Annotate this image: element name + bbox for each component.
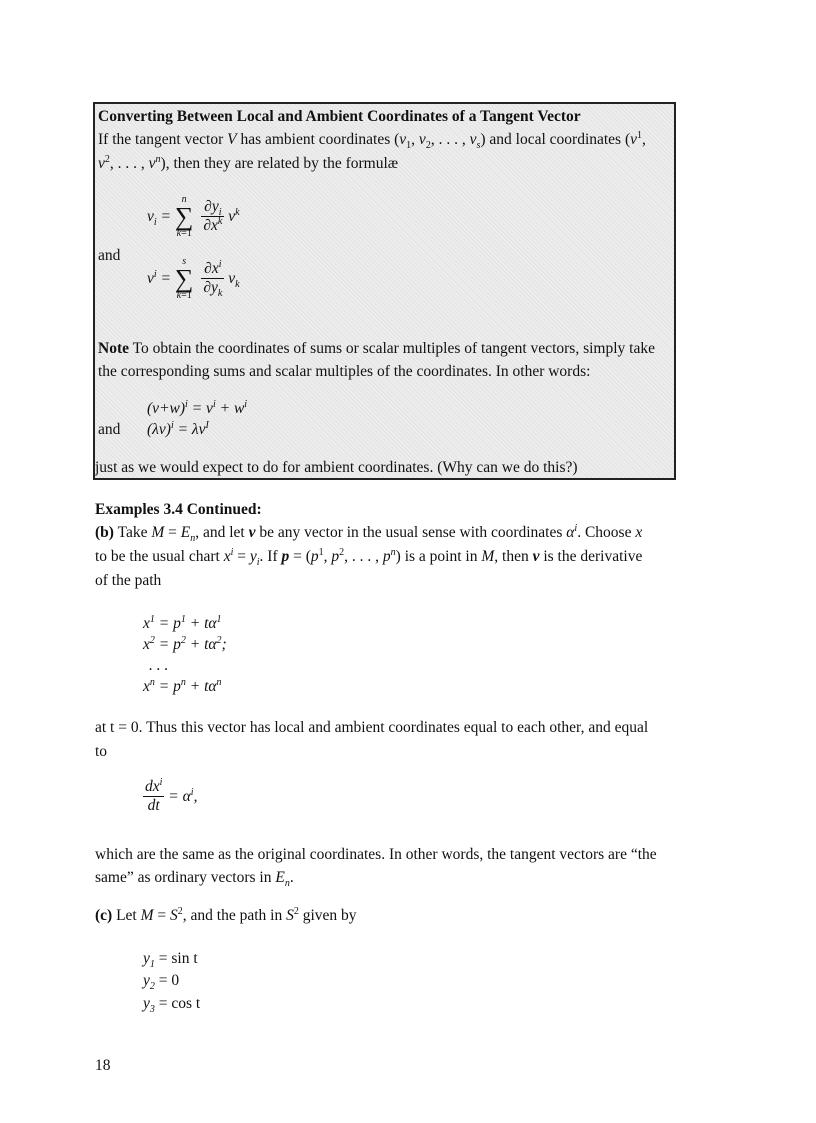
box-closing: just as we would expect to do for ambient coordinates. (Why can we do this?) <box>95 459 578 476</box>
example-b-line2: to be the usual chart $x^i = y_i$. If $p = (p^1$, $p^2$, . . . , $p^n$) is a point in M, then v is the derivative <box>95 546 643 569</box>
formula-local-to-ambient: $v_i$ = n ∑ k=1 $\frac{\partial y_i}{\partial x^k}$ $v^k$ <box>147 194 240 240</box>
after-derivative-line1: which are the same as the original coordinates. In other words, the tangent vectors are “the <box>95 846 657 863</box>
sum-rule: $(v+w)^i = v^i + w^i$ <box>147 398 248 417</box>
after-path-line1: at t = 0. Thus this vector has local and ambient coordinates equal to each other, and equal <box>95 719 649 736</box>
box-and-label: and <box>98 247 121 264</box>
example-b-line3: of the path <box>95 572 162 589</box>
after-path-line2: to <box>95 743 108 760</box>
formula-ambient-to-local: $v^i$ = s ∑ k=1 $\frac{\partial x^i}{\partial y_k}$ $v_k$ <box>147 256 240 302</box>
example-b-line1: (b) Take $M = E_n$, and let v be any vector in the usual sense with coordinates $\alpha^i$. Choose x <box>95 522 643 545</box>
after-derivative-line2: same” as ordinary vectors in $E_n$. <box>95 869 294 890</box>
example-c-line: (c) Let $M = S^2$, and the path in $S^2$ given by <box>95 905 357 924</box>
sphere-path-equations: $y_1 = \sin t$ $y_2 = 0$ $y_3 = \cos t$ <box>143 950 201 1016</box>
page-number: 18 <box>95 1057 111 1074</box>
box-note: Note To obtain the coordinates of sums or scalar multiples of tangent vectors, simply take the corresponding sums and scalar multiples of the coordinates. In other words: <box>98 340 655 381</box>
box-intro-line2: $v^2$, . . . , $v^n$), then they are related by the formulæ <box>98 153 399 172</box>
box-and2-label: and <box>98 421 121 438</box>
path-equations: $x^1 = p^1 + t\alpha^1$ $x^2 = p^2 + t\alpha^2$; . . . $x^n = p^n + t\alpha^n$ <box>143 613 227 695</box>
box-heading: Converting Between Local and Ambient Coordinates of a Tangent Vector <box>98 108 581 125</box>
formula-box <box>93 102 676 480</box>
derivative-equation: $\frac{dx^i}{dt}$ = $\alpha^i$, <box>145 776 198 814</box>
box-intro-line1: If the tangent vector V has ambient coordinates ($v_1$, $v_2$, . . . , $v_s$) and local coordinates ($v^1$, <box>98 130 646 152</box>
note-label: Note <box>98 340 129 357</box>
scalar-rule: $(\lambda v)^i = \lambda v^I$ <box>147 419 209 438</box>
examples-heading: Examples 3.4 Continued: <box>95 501 262 518</box>
